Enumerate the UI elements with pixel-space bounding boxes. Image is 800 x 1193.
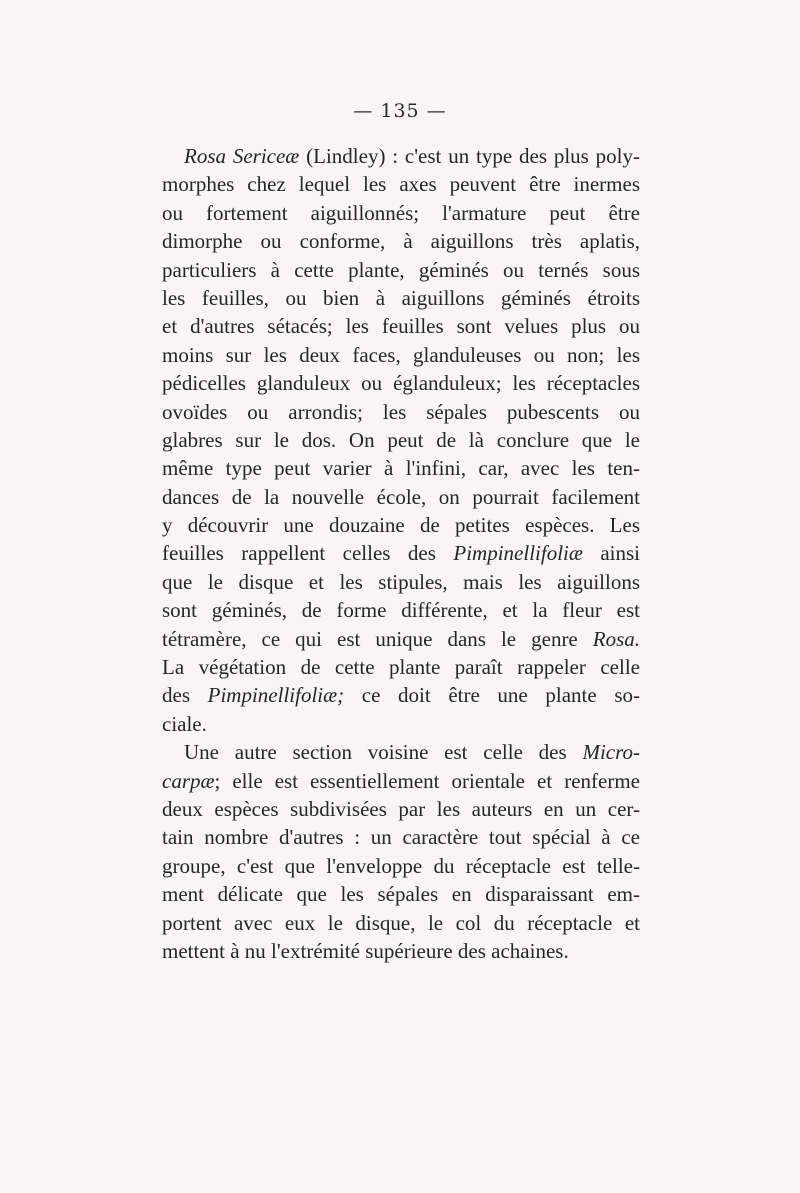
body-text bbox=[162, 142, 640, 965]
text-line bbox=[162, 653, 640, 681]
text-segment: glabres sur le dos. On peut de là conclure que le bbox=[162, 427, 640, 452]
text-line bbox=[162, 738, 640, 766]
text-line bbox=[162, 454, 640, 482]
text-line bbox=[162, 227, 640, 255]
text-line bbox=[162, 596, 640, 624]
text-segment: même type peut varier à l'infini, car, avec les ten- bbox=[162, 456, 640, 481]
text-line bbox=[162, 539, 640, 567]
text-segment: (Lindley) : c'est un type des plus poly- bbox=[299, 144, 640, 168]
text-line bbox=[162, 880, 640, 908]
text-line bbox=[162, 312, 640, 340]
italic-text: Rosa Sericeæ bbox=[184, 144, 300, 168]
text-segment: les feuilles, ou bien à aiguillons géminés étroits bbox=[162, 285, 640, 310]
text-line bbox=[162, 767, 640, 795]
text-line bbox=[162, 937, 640, 965]
text-segment: feuilles rappellent celles des bbox=[162, 541, 454, 566]
italic-text: Pimpinellifoliæ; bbox=[207, 683, 345, 708]
text-segment: que le disque et les stipules, mais les aiguillons bbox=[162, 569, 640, 594]
text-segment: particuliers à cette plante, géminés ou ternés sous bbox=[162, 257, 640, 282]
text-segment: des bbox=[162, 683, 208, 708]
text-segment: ce doit être une plante so- bbox=[344, 683, 640, 708]
text-line bbox=[162, 681, 640, 709]
text-line bbox=[162, 426, 640, 454]
text-segment: ainsi bbox=[582, 541, 640, 566]
text-line bbox=[162, 341, 640, 369]
text-line bbox=[162, 852, 640, 880]
text-line bbox=[162, 823, 640, 851]
paragraph bbox=[162, 738, 640, 965]
text-line bbox=[162, 398, 640, 426]
text-line bbox=[162, 256, 640, 284]
text-line bbox=[162, 199, 640, 227]
text-segment: mettent à nu l'extrémité supérieure des achaines. bbox=[162, 938, 569, 963]
text-segment: tétramère, ce qui est unique dans le genre bbox=[162, 626, 593, 651]
italic-text: Micro- bbox=[582, 740, 640, 765]
text-segment: Une autre section voisine est celle des bbox=[184, 740, 583, 765]
text-segment: dances de la nouvelle école, on pourrait facilement bbox=[162, 484, 640, 509]
text-segment: groupe, c'est que l'enveloppe du réceptacle est telle- bbox=[162, 853, 640, 878]
text-segment: morphes chez lequel les axes peuvent être inermes bbox=[162, 172, 640, 197]
page-number: — 135 — bbox=[353, 100, 447, 122]
text-line bbox=[162, 483, 640, 511]
text-line bbox=[162, 568, 640, 596]
paragraph bbox=[162, 142, 640, 738]
text-segment: et d'autres sétacés; les feuilles sont velues plus ou bbox=[162, 314, 640, 339]
text-segment: ment délicate que les sépales en disparaissant em- bbox=[162, 882, 640, 907]
text-segment: deux espèces subdivisées par les auteurs en un cer- bbox=[162, 796, 640, 821]
text-line bbox=[162, 909, 640, 937]
italic-text: Rosa. bbox=[592, 626, 640, 651]
text-segment: y découvrir une douzaine de petites espèces. Les bbox=[162, 513, 640, 538]
text-segment: tain nombre d'autres : un caractère tout spécial à ce bbox=[162, 825, 640, 850]
text-line bbox=[162, 142, 640, 170]
text-segment: sont géminés, de forme différente, et la fleur est bbox=[162, 598, 640, 623]
text-segment: pédicelles glanduleux ou églanduleux; les réceptacles bbox=[162, 371, 640, 396]
italic-text: Pimpinellifoliæ bbox=[453, 541, 583, 566]
text-segment: La végétation de cette plante paraît rappeler celle bbox=[162, 655, 640, 680]
text-line bbox=[162, 625, 640, 653]
text-line bbox=[162, 795, 640, 823]
text-segment: ou fortement aiguillonnés; l'armature peut être bbox=[162, 200, 640, 225]
text-line bbox=[162, 170, 640, 198]
text-line bbox=[162, 284, 640, 312]
text-segment: ovoïdes ou arrondis; les sépales pubescents ou bbox=[162, 399, 640, 424]
text-segment: ; elle est essentiellement orientale et renferme bbox=[214, 768, 640, 793]
text-line bbox=[162, 369, 640, 397]
text-segment: ciale. bbox=[162, 711, 207, 736]
text-segment: moins sur les deux faces, glanduleuses ou non; les bbox=[162, 342, 640, 367]
text-segment: dimorphe ou conforme, à aiguillons très aplatis, bbox=[162, 229, 640, 254]
text-line bbox=[162, 511, 640, 539]
text-segment: portent avec eux le disque, le col du réceptacle et bbox=[162, 910, 640, 935]
text-line bbox=[162, 710, 640, 738]
italic-text: carpæ bbox=[162, 768, 215, 793]
